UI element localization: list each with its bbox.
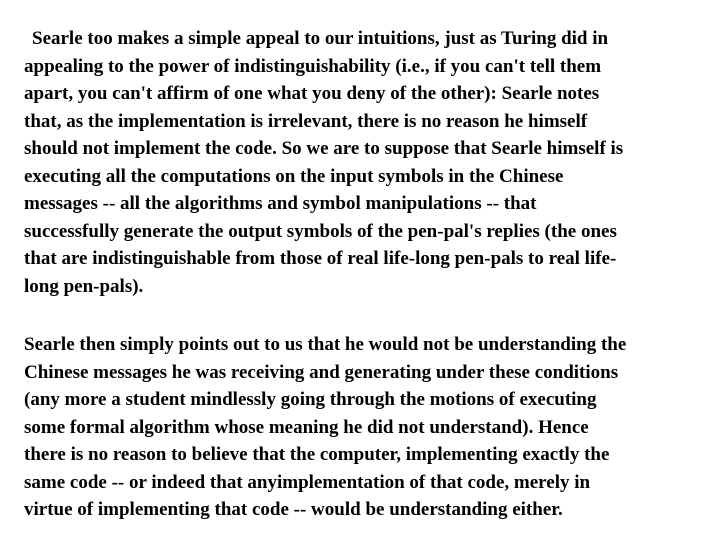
paragraph-1-line: that are indistinguishable from those of real life-long pen-pals to real life- [24, 248, 617, 269]
paragraph-1-line: Searle too makes a simple appeal to our intuitions, just as Turing did in [32, 28, 609, 49]
paragraph-2-line: Searle then simply points out to us that he would not be understanding the [24, 334, 627, 355]
paragraph-2-line: virtue of implementing that code -- would be understanding either. [24, 499, 563, 520]
paragraph-2-line: some formal algorithm whose meaning he did not understand). Hence [24, 416, 589, 438]
paragraph-2-line: there is no reason to believe that the computer, implementing exactly the [24, 444, 610, 465]
paragraph-1-line: successfully generate the output symbols of the pen-pal's replies (the ones [24, 220, 617, 242]
paragraph-1-line: messages -- all the algorithms and symbol manipulations -- that [24, 193, 537, 214]
paragraph-1-line: apart, you can't affirm of one what you deny of the other): Searle notes [24, 83, 600, 104]
paragraph-1-line: should not implement the code. So we are to suppose that Searle himself is [24, 138, 624, 159]
paragraph-2 [24, 331, 696, 524]
paragraph-1-line: appealing to the power of indistinguishability (i.e., if you can't tell them [24, 55, 602, 77]
paragraph-2-line: Chinese messages he was receiving and generating under these conditions [24, 361, 619, 383]
paragraph-2-line: (any more a student mindlessly going through the motions of executing [24, 389, 597, 410]
paragraph-1-line: executing all the computations on the input symbols in the Chinese [24, 165, 564, 187]
paragraph-1-line: long pen-pals). [24, 275, 144, 297]
paragraph-1 [24, 25, 696, 300]
paragraph-2-line: same code -- or indeed that anyimplementation of that code, merely in [24, 471, 591, 493]
paragraph-1-line: that, as the implementation is irrelevant, there is no reason he himself [24, 110, 588, 132]
